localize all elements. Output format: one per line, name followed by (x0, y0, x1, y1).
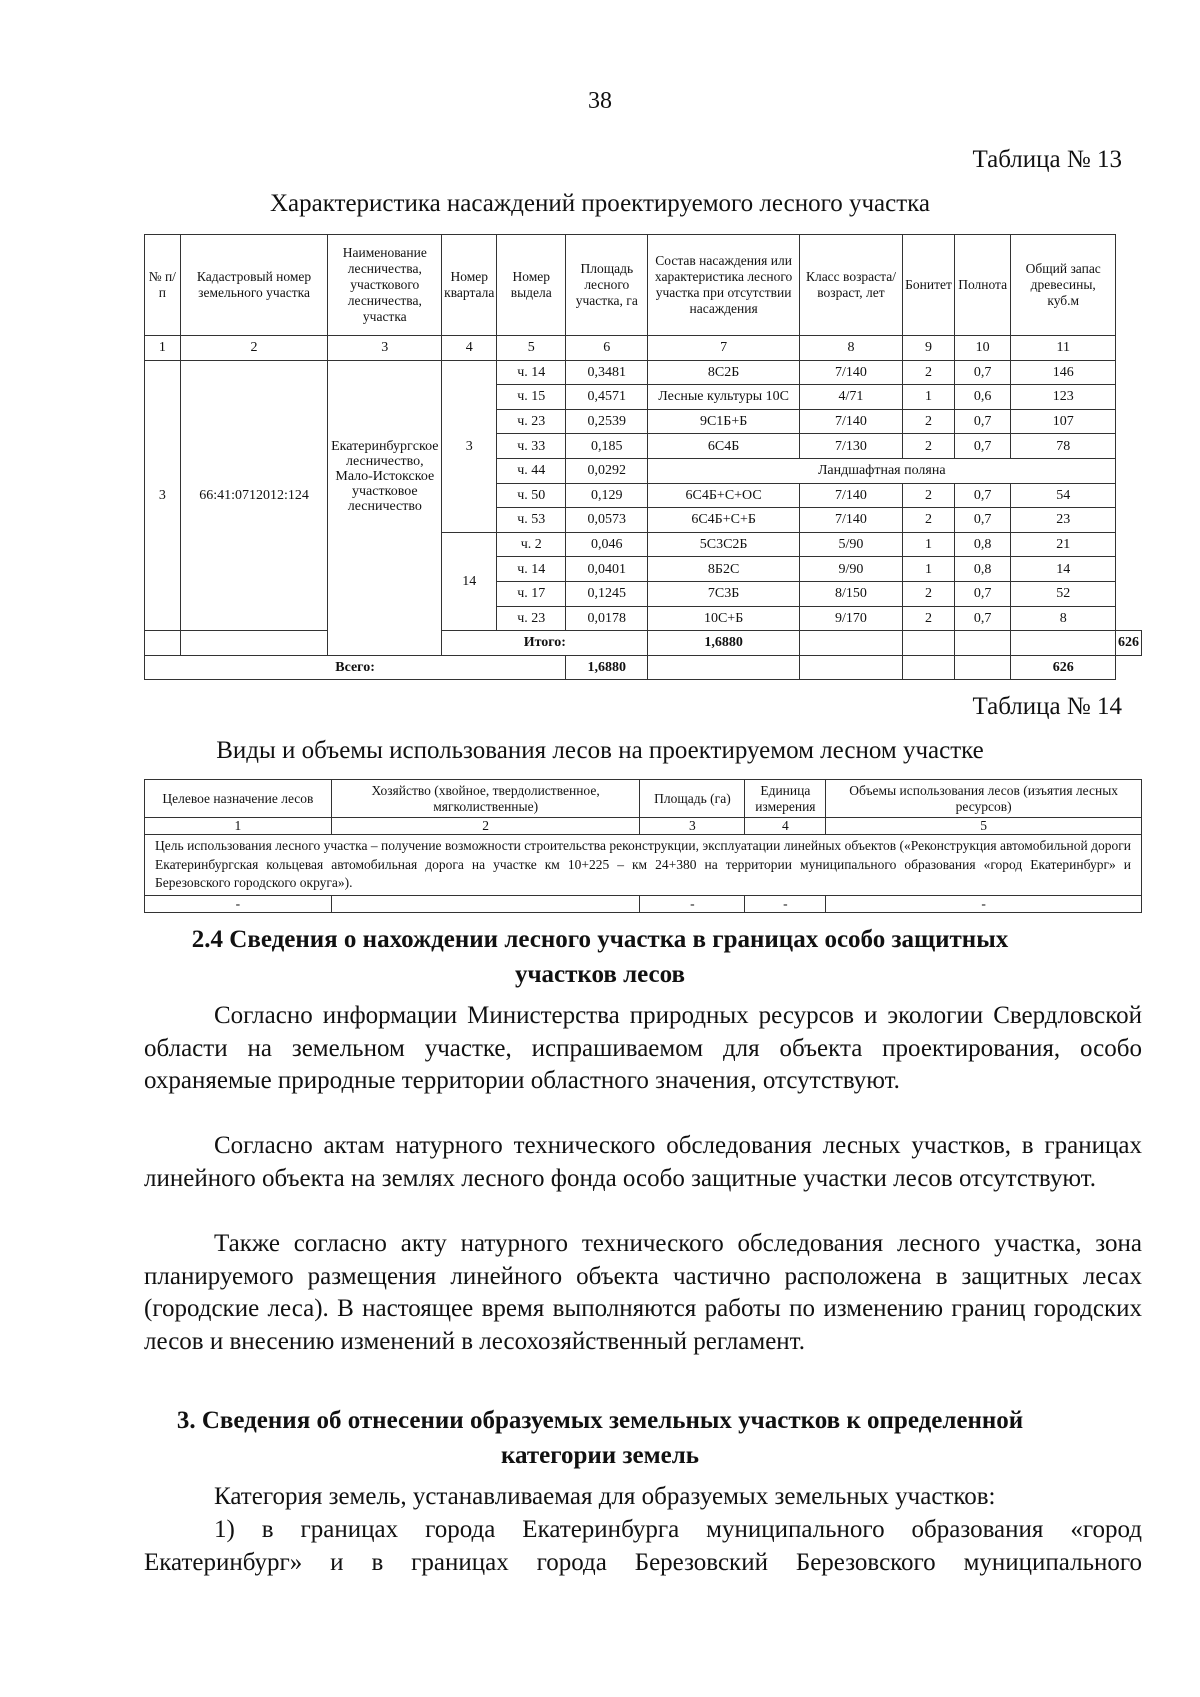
header-cell: № п/п (145, 235, 181, 336)
area-cell: 0,0401 (566, 557, 648, 582)
stock-cell: 8 (1011, 606, 1116, 631)
table-row (145, 895, 1142, 912)
column-number: 10 (954, 336, 1011, 361)
total-stock: 626 (1011, 655, 1116, 680)
header-cell: Хозяйство (хвойное, твердолиственное, мягколиственные) (331, 780, 640, 818)
vydel-cell: ч. 23 (497, 606, 566, 631)
stock-cell: 107 (1011, 409, 1116, 434)
composition-cell: 7С3Б (648, 581, 799, 606)
composition-cell: 8Б2С (648, 557, 799, 582)
bonitet-cell: 2 (903, 606, 955, 631)
bonitet-cell: 2 (903, 581, 955, 606)
age-cell: 8/150 (799, 581, 902, 606)
column-number: 7 (648, 336, 799, 361)
stock-cell: 21 (1011, 532, 1116, 557)
dash-cell: - (145, 895, 332, 912)
paragraph (144, 1228, 1142, 1358)
age-cell: 7/140 (799, 360, 902, 385)
vydel-cell: ч. 17 (497, 581, 566, 606)
dash-cell (331, 895, 640, 912)
column-number: 5 (497, 336, 566, 361)
paragraph-text: 1) в границах города Екатеринбурга муниципального образования «город Екатеринбург» и в границах города Березовский Березовского муниципального (144, 1516, 1142, 1576)
column-number: 3 (640, 818, 745, 835)
column-number: 5 (826, 818, 1142, 835)
dash-cell: - (826, 895, 1142, 912)
polnota-cell: 0,7 (954, 360, 1011, 385)
dash-cell: - (640, 895, 745, 912)
composition-cell: Ландшафтная поляна (648, 458, 1116, 483)
empty-cell (1011, 631, 1116, 656)
header-cell: Наименование лесничества, участкового лесничества, участка (328, 235, 442, 336)
paragraph (144, 1000, 1142, 1098)
column-number: 1 (145, 336, 181, 361)
area-cell: 0,0573 (566, 508, 648, 533)
area-cell: 0,1245 (566, 581, 648, 606)
area-cell: 0,0292 (566, 458, 648, 483)
vydel-cell: ч. 2 (497, 532, 566, 557)
header-cell: Общий запас древесины, куб.м (1011, 235, 1116, 336)
vydel-cell: ч. 23 (497, 409, 566, 434)
bonitet-cell: 2 (903, 434, 955, 459)
table14-label: Таблица № 14 (972, 693, 1122, 720)
section-2-4-heading: 2.4 Сведения о нахождении лесного участка в границах особо защитных участков лесов (191, 926, 1009, 988)
polnota-cell: 0,7 (954, 581, 1011, 606)
section-3-heading: 3. Сведения об отнесении образуемых земельных участков к определенной категории земель (176, 1407, 1024, 1469)
column-number: 4 (442, 336, 497, 361)
area-cell: 0,185 (566, 434, 648, 459)
age-cell: 7/140 (799, 508, 902, 533)
quarter-cell: 3 (442, 360, 497, 532)
paragraph (144, 1481, 1142, 1514)
empty-cell (954, 631, 1011, 656)
vydel-cell: ч. 15 (497, 385, 566, 410)
polnota-cell: 0,7 (954, 508, 1011, 533)
paragraph-text: Также согласно акту натурного технического обследования лесного участка, зона планируемого размещения линейного объекта частично расположена в защитных лесах (городские леса). В настоящее время выполняются работы по изменению границ городских лесов и внесению изменений в лесохозяйственный регламент. (144, 1230, 1142, 1355)
polnota-cell: 0,6 (954, 385, 1011, 410)
subtotal-area: 1,6880 (648, 631, 799, 656)
table-row (145, 835, 1142, 896)
forestry-name-cell: Екатеринбургское лесничество, Мало-Истокское участковое лесничество (328, 360, 442, 655)
column-number: 2 (180, 336, 328, 361)
subtotal-label: Итого: (442, 631, 648, 656)
header-cell: Объемы использования лесов (изъятия лесных ресурсов) (826, 780, 1142, 818)
paragraph-text: Согласно актам натурного технического обследования лесных участков, в границах линейного объекта на землях лесного фонда особо защитные участки лесов отсутствуют. (144, 1132, 1142, 1192)
composition-cell: 6С4Б (648, 434, 799, 459)
quarter-cell: 14 (442, 532, 497, 630)
table-header-row (145, 235, 1142, 336)
cadastral-number-cell: 66:41:0712012:124 (180, 360, 328, 631)
bonitet-cell: 1 (903, 532, 955, 557)
table13-title: Характеристика насаждений проектируемого лесного участка (269, 190, 931, 217)
table-header-row (145, 780, 1142, 818)
paragraph-text: Согласно информации Министерства природных ресурсов и экологии Свердловской области на земельном участке, испрашиваемом для объекта проектирования, особо охраняемые природные территории областного значения, отсутствуют. (144, 1002, 1142, 1095)
age-cell: 4/71 (799, 385, 902, 410)
vydel-cell: ч. 14 (497, 557, 566, 582)
header-cell: Полнота (954, 235, 1011, 336)
polnota-cell: 0,7 (954, 606, 1011, 631)
empty-cell (799, 631, 902, 656)
area-cell: 0,129 (566, 483, 648, 508)
header-cell: Класс возраста/ возраст, лет (799, 235, 902, 336)
table-row (145, 360, 1142, 385)
composition-cell: 9С1Б+Б (648, 409, 799, 434)
polnota-cell: 0,8 (954, 557, 1011, 582)
total-row (145, 655, 1142, 680)
column-number: 4 (745, 818, 826, 835)
page-number: 38 (588, 88, 612, 114)
forest-stand-table (144, 234, 1142, 680)
header-cell: Площадь (га) (640, 780, 745, 818)
column-number-row (145, 818, 1142, 835)
empty-cell (648, 655, 799, 680)
area-cell: 0,046 (566, 532, 648, 557)
subtotal-stock: 626 (1116, 631, 1142, 656)
stock-cell: 23 (1011, 508, 1116, 533)
empty-cell (903, 655, 955, 680)
age-cell: 9/90 (799, 557, 902, 582)
total-area: 1,6880 (566, 655, 648, 680)
header-cell: Номер выдела (497, 235, 566, 336)
empty-cell (180, 631, 328, 656)
header-cell: Состав насаждения или характеристика лесного участка при отсутствии насаждения (648, 235, 799, 336)
age-cell: 7/140 (799, 409, 902, 434)
area-cell: 0,0178 (566, 606, 648, 631)
empty-cell (903, 631, 955, 656)
total-label: Всего: (145, 655, 566, 680)
subtotal-row (145, 631, 1142, 656)
row-number-cell: 3 (145, 360, 181, 631)
composition-cell: 6С4Б+С+Б (648, 508, 799, 533)
stock-cell: 52 (1011, 581, 1116, 606)
empty-cell (145, 631, 181, 656)
polnota-cell: 0,8 (954, 532, 1011, 557)
age-cell: 7/140 (799, 483, 902, 508)
stock-cell: 54 (1011, 483, 1116, 508)
column-number: 6 (566, 336, 648, 361)
bonitet-cell: 2 (903, 508, 955, 533)
bonitet-cell: 2 (903, 360, 955, 385)
vydel-cell: ч. 14 (497, 360, 566, 385)
empty-cell (954, 655, 1011, 680)
composition-cell: 6С4Б+С+ОС (648, 483, 799, 508)
composition-cell: 5С3С2Б (648, 532, 799, 557)
header-cell: Целевое назначение лесов (145, 780, 332, 818)
composition-cell: Лесные культуры 10С (648, 385, 799, 410)
bonitet-cell: 1 (903, 557, 955, 582)
header-cell: Единица измерения (745, 780, 826, 818)
age-cell: 5/90 (799, 532, 902, 557)
vydel-cell: ч. 44 (497, 458, 566, 483)
header-cell: Номер квартала (442, 235, 497, 336)
age-cell: 7/130 (799, 434, 902, 459)
stock-cell: 146 (1011, 360, 1116, 385)
vydel-cell: ч. 53 (497, 508, 566, 533)
table14-title: Виды и объемы использования лесов на проектируемом лесном участке (216, 737, 984, 764)
empty-cell (799, 655, 902, 680)
bonitet-cell: 1 (903, 385, 955, 410)
vydel-cell: ч. 33 (497, 434, 566, 459)
area-cell: 0,2539 (566, 409, 648, 434)
area-cell: 0,4571 (566, 385, 648, 410)
stock-cell: 14 (1011, 557, 1116, 582)
bonitet-cell: 2 (903, 483, 955, 508)
table13-label: Таблица № 13 (972, 146, 1122, 173)
paragraph (144, 1130, 1142, 1195)
header-cell: Бонитет (903, 235, 955, 336)
polnota-cell: 0,7 (954, 434, 1011, 459)
forest-use-table (144, 779, 1142, 913)
composition-cell: 8С2Б (648, 360, 799, 385)
column-number-row (145, 336, 1142, 361)
composition-cell: 10С+Б (648, 606, 799, 631)
column-number: 11 (1011, 336, 1116, 361)
column-number: 2 (331, 818, 640, 835)
area-cell: 0,3481 (566, 360, 648, 385)
vydel-cell: ч. 50 (497, 483, 566, 508)
polnota-cell: 0,7 (954, 483, 1011, 508)
column-number: 8 (799, 336, 902, 361)
column-number: 3 (328, 336, 442, 361)
stock-cell: 78 (1011, 434, 1116, 459)
column-number: 1 (145, 818, 332, 835)
paragraph (144, 1514, 1142, 1612)
bonitet-cell: 2 (903, 409, 955, 434)
dash-cell: - (745, 895, 826, 912)
polnota-cell: 0,7 (954, 409, 1011, 434)
column-number: 9 (903, 336, 955, 361)
header-cell: Площадь лесного участка, га (566, 235, 648, 336)
age-cell: 9/170 (799, 606, 902, 631)
header-cell: Кадастровый номер земельного участка (180, 235, 328, 336)
stock-cell: 123 (1011, 385, 1116, 410)
paragraph-text: Категория земель, устанавливаемая для образуемых земельных участков: (214, 1483, 996, 1510)
purpose-cell: Цель использования лесного участка – получение возможности строительства реконструкции, эксплуатации линейных объектов («Реконструкция автомобильной дороги Екатеринбургская кольцевая автомобильная дорога на участке км 10+225 – км 24+380 на территории муниципального образования «город Екатеринбург» и Березовского городского округа»). (145, 835, 1142, 896)
